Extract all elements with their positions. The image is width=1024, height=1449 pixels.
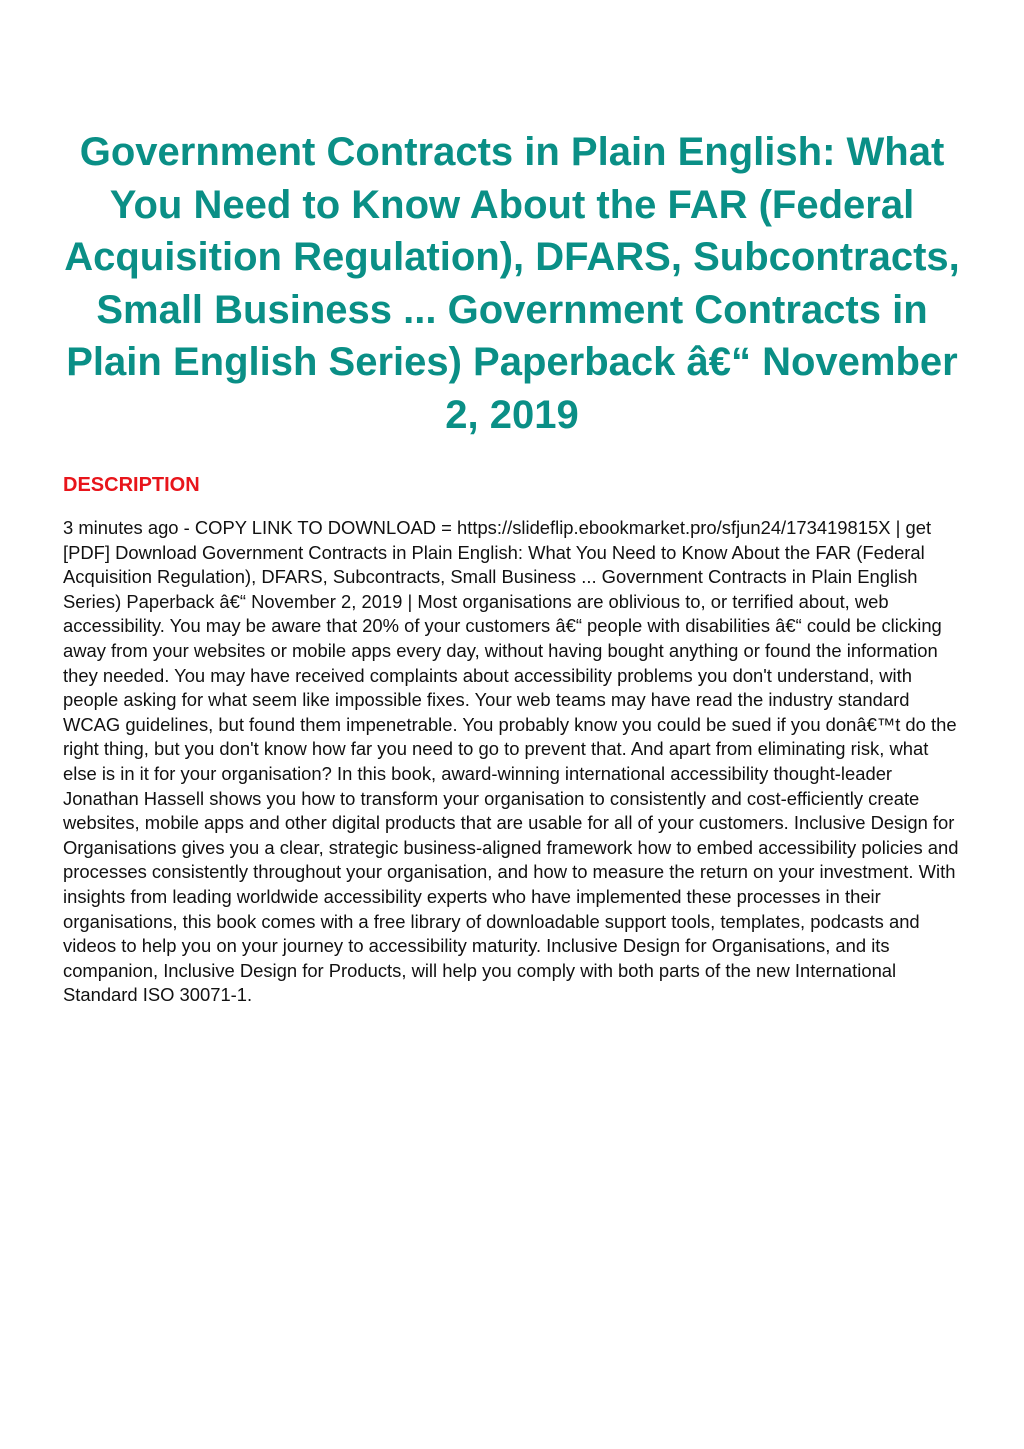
description-text: 3 minutes ago - COPY LINK TO DOWNLOAD = https://slideflip.ebookmarket.pro/sfjun24/173419815X | get [PDF] Download Government Contracts in Plain English: What You Need to Know About the FAR (Federal Acquisition Regulation), DFARS, Subcontracts, Small Business ... Government Contracts in Plain English Series) Paperback â€“ November 2, 2019 | Most organisations are oblivious to, or terrified about, web accessibility. You may be aware that 20% of your customers â€“ people with disabilities â€“ could be clicking away from your websites or mobile apps every day, without having bought anything or found the information they needed. You may have received complaints about accessibility problems you don't understand, with people asking for what seem like impossible fixes. Your web teams may have read the industry standard WCAG guidelines, but found them impenetrable. You probably know you could be sued if you donâ€™t do the right thing, but you don't know how far you need to go to prevent that. And apart from eliminating risk, what else is in it for your organisation? In this book, award-winning international accessibility thought-leader Jonathan Hassell shows you how to transform your organisation to consistently and cost-efficiently create websites, mobile apps and other digital products that are usable for all of your customers. Inclusive Design for Organisations gives you a clear, strategic business-aligned framework how to embed accessibility policies and processes consistently throughout your organisation, and how to measure the return on your investment. With insights from leading worldwide accessibility experts who have implemented these processes in their organisations, this book comes with a free library of downloadable support tools, templates, podcasts and videos to help you on your journey to accessibility maturity. Inclusive Design for Organisations, and its companion, Inclusive Design for Products, will help you comply with both parts of the new International Standard ISO 30071-1. — [63, 517, 959, 1006]
document-title: Government Contracts in Plain English: What You Need to Know About the FAR (Federal Acquisition Regulation), DFARS, Subcontracts, Small Business ... Government Contracts in Plain English Series) Paperback â€“ November 2, 2019 — [64, 130, 960, 437]
description-heading: DESCRIPTION — [63, 474, 200, 496]
